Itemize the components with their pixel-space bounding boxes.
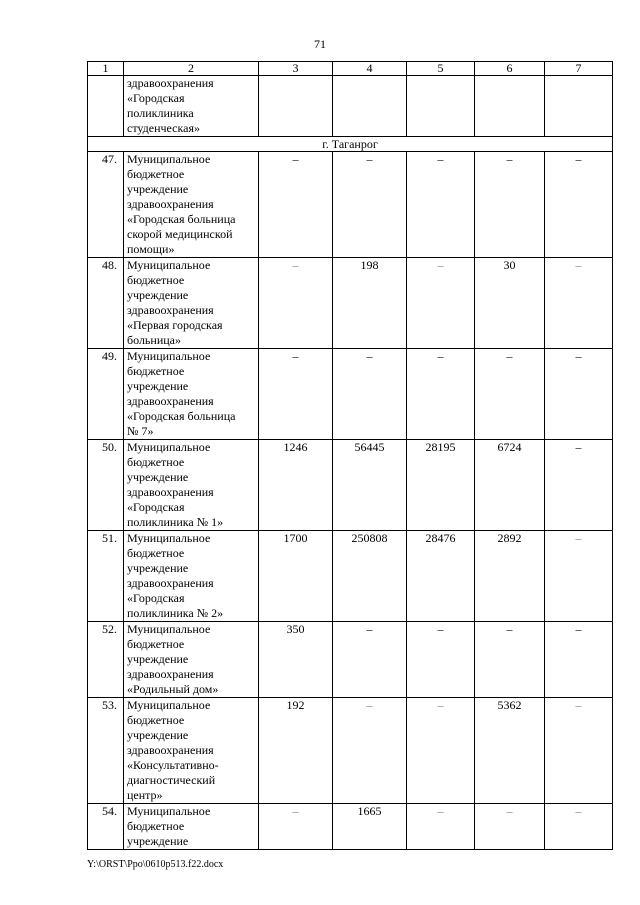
cell-col5: 28195 [407, 440, 475, 531]
cell-col4: – [333, 622, 407, 698]
row-number: 53. [88, 698, 124, 804]
institution-name: Муниципальное бюджетное учреждение здравоохранения «Городская поликлиника № 1» [124, 440, 259, 531]
page-number: 71 [314, 37, 326, 51]
row-number: 47. [88, 152, 124, 258]
header-cell: 5 [407, 62, 475, 76]
cell-col4: 1665 [333, 804, 407, 850]
cell-col7: – [545, 349, 613, 440]
cell-col4 [333, 76, 407, 137]
cell-col6 [475, 76, 545, 137]
cell-col4: – [333, 698, 407, 804]
table-row [88, 76, 613, 137]
table-row [88, 531, 613, 622]
table-row [88, 804, 613, 850]
row-number [88, 76, 124, 137]
table-row [88, 349, 613, 440]
cell-col5: – [407, 258, 475, 349]
cell-col6: 5362 [475, 698, 545, 804]
cell-col7 [545, 76, 613, 137]
table-row [88, 622, 613, 698]
institution-name: здравоохранения «Городская поликлиника студенческая» [124, 76, 259, 137]
cell-col3: 192 [259, 698, 333, 804]
institution-name: Муниципальное бюджетное учреждение здравоохранения «Городская больница № 7» [124, 349, 259, 440]
cell-col6: – [475, 349, 545, 440]
table-row [88, 258, 613, 349]
cell-col5: – [407, 804, 475, 850]
header-cell: 4 [333, 62, 407, 76]
header-cell: 1 [88, 62, 124, 76]
cell-col6: 6724 [475, 440, 545, 531]
row-number: 50. [88, 440, 124, 531]
cell-col6: – [475, 622, 545, 698]
table-row [88, 440, 613, 531]
header-cell: 6 [475, 62, 545, 76]
file-path-footer: Y:\ORST\Ppo\0610p513.f22.docx [87, 859, 224, 870]
cell-col3: – [259, 804, 333, 850]
cell-col7: – [545, 440, 613, 531]
cell-col7: – [545, 622, 613, 698]
cell-col7: – [545, 152, 613, 258]
institution-name: Муниципальное бюджетное учреждение здравоохранения «Городская поликлиника № 2» [124, 531, 259, 622]
cell-col6: 30 [475, 258, 545, 349]
cell-col4: 250808 [333, 531, 407, 622]
cell-col4: – [333, 349, 407, 440]
cell-col3: – [259, 258, 333, 349]
cell-col6: – [475, 804, 545, 850]
cell-col3: 350 [259, 622, 333, 698]
cell-col4: 198 [333, 258, 407, 349]
header-cell: 3 [259, 62, 333, 76]
cell-col5: – [407, 622, 475, 698]
cell-col5 [407, 76, 475, 137]
city-heading: г. Таганрог [88, 137, 613, 152]
institution-name: Муниципальное бюджетное учреждение здравоохранения «Родильный дом» [124, 622, 259, 698]
cell-col7: – [545, 698, 613, 804]
table-row [88, 698, 613, 804]
cell-col4: – [333, 152, 407, 258]
cell-col7: – [545, 258, 613, 349]
cell-col7: – [545, 531, 613, 622]
row-number: 49. [88, 349, 124, 440]
data-table [87, 61, 613, 850]
row-number: 51. [88, 531, 124, 622]
cell-col6: 2892 [475, 531, 545, 622]
header-cell: 2 [124, 62, 259, 76]
cell-col6: – [475, 152, 545, 258]
cell-col3: 1700 [259, 531, 333, 622]
cell-col3: 1246 [259, 440, 333, 531]
cell-col3 [259, 76, 333, 137]
cell-col3: – [259, 152, 333, 258]
cell-col5: – [407, 152, 475, 258]
institution-name: Муниципальное бюджетное учреждение [124, 804, 259, 850]
institution-name: Муниципальное бюджетное учреждение здравоохранения «Первая городская больница» [124, 258, 259, 349]
cell-col5: 28476 [407, 531, 475, 622]
institution-name: Муниципальное бюджетное учреждение здравоохранения «Городская больница скорой медицинской помощи» [124, 152, 259, 258]
header-cell: 7 [545, 62, 613, 76]
row-number: 52. [88, 622, 124, 698]
city-row [88, 137, 613, 152]
cell-col5: – [407, 698, 475, 804]
cell-col4: 56445 [333, 440, 407, 531]
cell-col7: – [545, 804, 613, 850]
row-number: 48. [88, 258, 124, 349]
cell-col5: – [407, 349, 475, 440]
cell-col3: – [259, 349, 333, 440]
institution-name: Муниципальное бюджетное учреждение здравоохранения «Консультативно- диагностический центр» [124, 698, 259, 804]
header-row [88, 62, 613, 76]
table-row [88, 152, 613, 258]
row-number: 54. [88, 804, 124, 850]
